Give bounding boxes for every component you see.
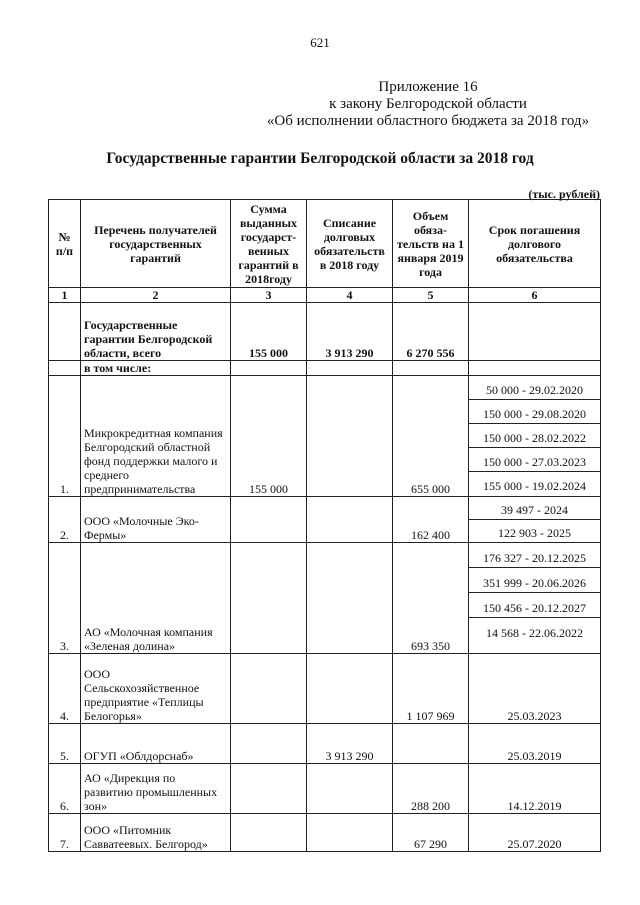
- column-number: 3: [231, 288, 307, 303]
- issued-amount: [231, 654, 307, 724]
- row-number: 2.: [49, 497, 81, 543]
- header-num: № п/п: [49, 200, 81, 288]
- recipient-name: ООО «Молочные Эко-Фермы»: [81, 497, 231, 543]
- appendix-line-3: «Об исполнении областного бюджета за 2018 год»: [266, 113, 590, 129]
- row-number: 6.: [49, 764, 81, 814]
- total-volume: 6 270 556: [393, 303, 469, 361]
- repayment-terms: [469, 497, 601, 543]
- volume-amount: 162 400: [393, 497, 469, 543]
- volume-amount: 1 107 969: [393, 654, 469, 724]
- total-label: Государственные гарантии Белгородской области, всего: [81, 303, 231, 361]
- issued-amount: 155 000: [231, 376, 307, 497]
- repayment-term: 150 456 - 20.12.2027: [469, 593, 600, 618]
- issued-amount: [231, 543, 307, 654]
- issued-amount: [231, 814, 307, 852]
- header-term: Срок погашения долгового обязательства: [469, 200, 601, 288]
- row-number: 4.: [49, 654, 81, 724]
- table-row: [49, 543, 601, 654]
- volume-amount: 288 200: [393, 764, 469, 814]
- volume-amount: 693 350: [393, 543, 469, 654]
- repayment-term: 25.03.2019: [469, 724, 601, 764]
- writeoff-amount: [307, 497, 393, 543]
- repayment-term: 14 568 - 22.06.2022: [486, 626, 583, 640]
- including-label: в том числе:: [81, 361, 231, 376]
- total-writeoff: 3 913 290: [307, 303, 393, 361]
- writeoff-amount: [307, 814, 393, 852]
- repayment-term: 14.12.2019: [469, 764, 601, 814]
- table-row: [49, 654, 601, 724]
- writeoff-amount: [307, 654, 393, 724]
- repayment-term: 122 903 - 2025: [498, 525, 571, 540]
- repayment-term: 25.07.2020: [469, 814, 601, 852]
- total-row: [49, 303, 601, 361]
- page-number: 621: [310, 35, 330, 50]
- writeoff-amount: [307, 764, 393, 814]
- header-volume: Объем обяза-тельств на 1 января 2019 года: [393, 200, 469, 288]
- volume-amount: [393, 724, 469, 764]
- row-number: 3.: [49, 543, 81, 654]
- column-number: 6: [469, 288, 601, 303]
- volume-amount: 655 000: [393, 376, 469, 497]
- table-row: [49, 764, 601, 814]
- row-number: 7.: [49, 814, 81, 852]
- row-number: 1.: [49, 376, 81, 497]
- writeoff-amount: 3 913 290: [307, 724, 393, 764]
- column-number: 5: [393, 288, 469, 303]
- column-number-row: [49, 288, 601, 303]
- repayment-term: 39 497 - 2024: [469, 497, 600, 520]
- repayment-terms: [469, 376, 601, 497]
- recipient-name: АО «Дирекция по развитию промышленных зон»: [81, 764, 231, 814]
- table-row: [49, 376, 601, 497]
- header-row: [49, 200, 601, 288]
- table-row: [49, 497, 601, 543]
- total-issued: 155 000: [231, 303, 307, 361]
- recipient-name: ООО Сельскохозяйственное предприятие «Теплицы Белогорья»: [81, 654, 231, 724]
- repayment-term: 351 999 - 20.06.2026: [469, 568, 600, 593]
- issued-amount: [231, 497, 307, 543]
- header-issued: Сумма выданных государст-венных гарантий в 2018году: [231, 200, 307, 288]
- writeoff-amount: [307, 376, 393, 497]
- including-row: [49, 361, 601, 376]
- header-recipients: Перечень получателей государственных гарантий: [81, 200, 231, 288]
- repayment-term: 176 327 - 20.12.2025: [469, 543, 600, 568]
- document-title: Государственные гарантии Белгородской области за 2018 год: [106, 150, 534, 167]
- guarantees-table: [48, 199, 601, 852]
- appendix-line-2: к закону Белгородской области: [329, 96, 527, 112]
- recipient-name: ООО «Питомник Савватеевых. Белгород»: [81, 814, 231, 852]
- volume-amount: 67 290: [393, 814, 469, 852]
- repayment-terms: [469, 543, 601, 654]
- repayment-term: 150 000 - 27.03.2023: [469, 448, 600, 472]
- table-row: [49, 724, 601, 764]
- repayment-term: 155 000 - 19.02.2024: [483, 479, 586, 493]
- issued-amount: [231, 724, 307, 764]
- recipient-name: Микрокредитная компания Белгородский областной фонд поддержки малого и среднего предпринимательства: [81, 376, 231, 497]
- writeoff-amount: [307, 543, 393, 654]
- appendix-line-1: Приложение 16: [378, 79, 478, 95]
- recipient-name: ОГУП «Облдорснаб»: [81, 724, 231, 764]
- header-writeoff: Списание долговых обязательств в 2018 году: [307, 200, 393, 288]
- table-row: [49, 814, 601, 852]
- column-number: 4: [307, 288, 393, 303]
- issued-amount: [231, 764, 307, 814]
- recipient-name: АО «Молочная компания «Зеленая долина»: [81, 543, 231, 654]
- repayment-term: 25.03.2023: [469, 654, 601, 724]
- row-number: 5.: [49, 724, 81, 764]
- repayment-term: 150 000 - 28.02.2022: [469, 424, 600, 448]
- repayment-term: 50 000 - 29.02.2020: [469, 376, 600, 400]
- repayment-term: 150 000 - 29.08.2020: [469, 400, 600, 424]
- units-label: (тыс. рублей): [528, 187, 600, 201]
- column-number: 2: [81, 288, 231, 303]
- column-number: 1: [49, 288, 81, 303]
